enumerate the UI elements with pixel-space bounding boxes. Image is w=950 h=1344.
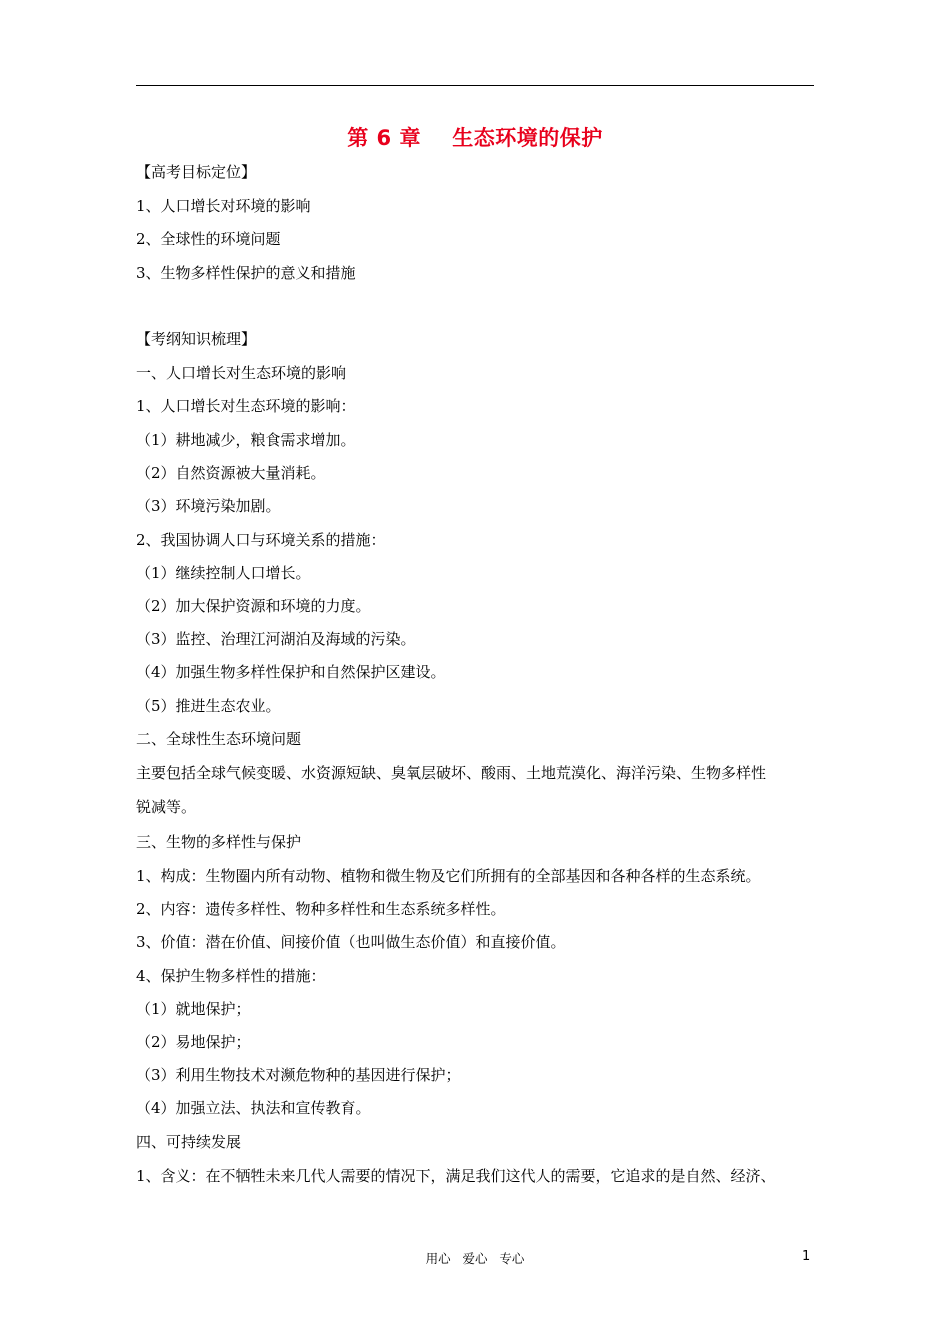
text-line: 锐减等。 xyxy=(136,798,197,816)
text-line: （4）加强生物多样性保护和自然保护区建设。 xyxy=(136,663,446,681)
text-line: （1）耕地减少，粮食需求增加。 xyxy=(136,431,356,449)
footer-slogan: 用心 爱心 专心 xyxy=(425,1251,525,1266)
page-number: 1 xyxy=(802,1249,811,1264)
text-line: 2、我国协调人口与环境关系的措施： xyxy=(136,531,386,549)
part-heading-2: 二、全球性生态环境问题 xyxy=(136,730,302,748)
text-line: 主要包括全球气候变暖、水资源短缺、臭氧层破坏、酸雨、土地荒漠化、海洋污染、生物多样性 xyxy=(136,764,767,782)
text-line: （3）利用生物技术对濒危物种的基因进行保护； xyxy=(136,1066,461,1084)
text-line: （3）监控、治理江河湖泊及海域的污染。 xyxy=(136,630,416,648)
text-line: 3、价值：潜在价值、间接价值（也叫做生态价值）和直接价值。 xyxy=(136,933,566,951)
part-heading-3: 三、生物的多样性与保护 xyxy=(136,833,302,851)
text-line: （2）易地保护； xyxy=(136,1033,251,1051)
text-line: （1）就地保护； xyxy=(136,1000,251,1018)
header-rule xyxy=(136,85,814,86)
chapter-title: 第 6 章 生态环境的保护 xyxy=(347,126,603,150)
text-line: 1、构成：生物圈内所有动物、植物和微生物及它们所拥有的全部基因和各种各样的生态系统。 xyxy=(136,867,761,885)
part-heading-4: 四、可持续发展 xyxy=(136,1133,242,1151)
goal-item-2: 2、全球性的环境问题 xyxy=(136,230,281,248)
text-line: （1）继续控制人口增长。 xyxy=(136,564,311,582)
part-heading-1: 一、人口增长对生态环境的影响 xyxy=(136,364,347,382)
text-line: （4）加强立法、执法和宣传教育。 xyxy=(136,1099,371,1117)
text-line: （5）推进生态农业。 xyxy=(136,697,281,715)
text-line: （2）自然资源被大量消耗。 xyxy=(136,464,326,482)
text-line: 1、人口增长对生态环境的影响： xyxy=(136,397,356,415)
text-line: （2）加大保护资源和环境的力度。 xyxy=(136,597,371,615)
section-heading-syllabus: 【考纲知识梳理】 xyxy=(136,330,257,348)
text-line: 4、保护生物多样性的措施： xyxy=(136,967,326,985)
text-line: 1、含义：在不牺牲未来几代人需要的情况下，满足我们这代人的需要，它追求的是自然、经济、 xyxy=(136,1167,776,1185)
text-line: （3）环境污染加剧。 xyxy=(136,497,281,515)
section-heading-exam-goals: 【高考目标定位】 xyxy=(136,163,257,181)
goal-item-1: 1、人口增长对环境的影响 xyxy=(136,197,311,215)
goal-item-3: 3、生物多样性保护的意义和措施 xyxy=(136,264,356,282)
text-line: 2、内容：遗传多样性、物种多样性和生态系统多样性。 xyxy=(136,900,506,918)
